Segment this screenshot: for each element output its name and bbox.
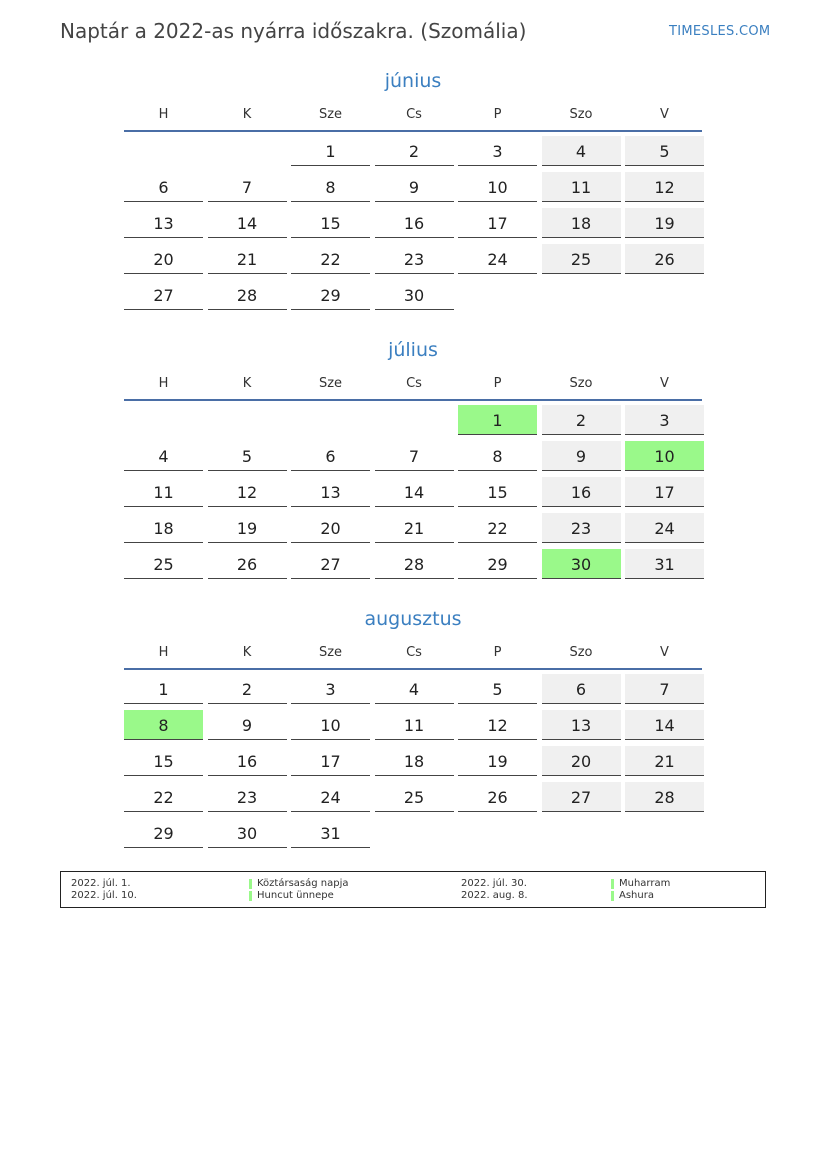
day-cell[interactable]: 23 xyxy=(542,513,621,543)
day-cell[interactable]: 24 xyxy=(291,782,370,812)
weekday-label: Sze xyxy=(318,107,343,122)
weekday-label: Cs xyxy=(406,645,422,660)
day-cell[interactable]: 16 xyxy=(208,746,287,776)
day-cell[interactable]: 21 xyxy=(625,746,704,776)
day-cell[interactable]: 26 xyxy=(625,244,704,274)
day-cell[interactable]: 30 xyxy=(375,280,454,310)
day-cell[interactable]: 9 xyxy=(375,172,454,202)
header-divider xyxy=(124,668,702,670)
day-cell[interactable]: 24 xyxy=(458,244,537,274)
day-cell[interactable]: 22 xyxy=(458,513,537,543)
day-cell[interactable]: 28 xyxy=(625,782,704,812)
day-cell[interactable]: 23 xyxy=(375,244,454,274)
day-cell[interactable]: 29 xyxy=(458,549,537,579)
day-cell[interactable]: 13 xyxy=(291,477,370,507)
day-cell[interactable]: 30 xyxy=(208,818,287,848)
day-cell[interactable]: 28 xyxy=(208,280,287,310)
day-cell[interactable]: 7 xyxy=(375,441,454,471)
day-cell[interactable]: 23 xyxy=(208,782,287,812)
weekday-header xyxy=(124,107,702,123)
day-cell[interactable]: 5 xyxy=(208,441,287,471)
header-divider xyxy=(124,130,702,132)
day-cell[interactable]: 17 xyxy=(458,208,537,238)
day-cell[interactable]: 3 xyxy=(291,674,370,704)
legend-date: 2022. júl. 1. xyxy=(71,878,131,889)
day-cell[interactable]: 27 xyxy=(291,549,370,579)
day-cell[interactable]: 13 xyxy=(124,208,203,238)
day-cell[interactable]: 16 xyxy=(542,477,621,507)
day-cell[interactable]: 17 xyxy=(625,477,704,507)
weekday-label: Cs xyxy=(406,376,422,391)
day-cell[interactable]: 18 xyxy=(375,746,454,776)
day-cell[interactable]: 17 xyxy=(291,746,370,776)
day-cell[interactable]: 28 xyxy=(375,549,454,579)
day-cell[interactable]: 13 xyxy=(542,710,621,740)
legend-date: 2022. júl. 10. xyxy=(71,890,137,901)
day-cell[interactable]: 25 xyxy=(375,782,454,812)
day-cell[interactable]: 20 xyxy=(542,746,621,776)
day-cell[interactable]: 6 xyxy=(124,172,203,202)
day-cell[interactable]: 3 xyxy=(625,405,704,435)
day-cell[interactable]: 12 xyxy=(208,477,287,507)
weekday-label: P xyxy=(493,376,502,391)
day-cell[interactable]: 18 xyxy=(124,513,203,543)
day-cell[interactable]: 4 xyxy=(375,674,454,704)
day-cell[interactable]: 30 xyxy=(542,549,621,579)
day-cell[interactable]: 24 xyxy=(625,513,704,543)
day-cell[interactable]: 20 xyxy=(291,513,370,543)
day-cell[interactable]: 2 xyxy=(208,674,287,704)
day-cell[interactable]: 6 xyxy=(291,441,370,471)
legend-holiday-name: Huncut ünnepe xyxy=(257,890,334,901)
weekday-label: H xyxy=(158,645,169,660)
weekday-label: Szo xyxy=(569,376,593,391)
weekday-label: V xyxy=(660,376,669,391)
day-cell[interactable]: 27 xyxy=(542,782,621,812)
day-cell[interactable]: 14 xyxy=(375,477,454,507)
weekday-label: Cs xyxy=(406,107,422,122)
header-divider xyxy=(124,399,702,401)
weekday-header xyxy=(124,376,702,392)
day-cell[interactable]: 4 xyxy=(542,136,621,166)
day-cell[interactable]: 31 xyxy=(625,549,704,579)
month-name: július xyxy=(388,339,438,361)
weekday-label: K xyxy=(242,645,252,660)
day-cell[interactable]: 9 xyxy=(542,441,621,471)
day-cell[interactable]: 26 xyxy=(458,782,537,812)
day-cell[interactable]: 15 xyxy=(458,477,537,507)
holiday-marker-icon xyxy=(611,879,614,889)
day-cell[interactable]: 7 xyxy=(208,172,287,202)
weekday-label: Sze xyxy=(318,645,343,660)
weekday-label: V xyxy=(660,645,669,660)
weekday-label: H xyxy=(158,376,169,391)
month-name: augusztus xyxy=(364,608,462,630)
weekday-label: Szo xyxy=(569,107,593,122)
day-cell[interactable]: 10 xyxy=(458,172,537,202)
day-cell[interactable]: 21 xyxy=(208,244,287,274)
month-name: június xyxy=(384,70,442,92)
weekday-label: K xyxy=(242,376,252,391)
weekday-header xyxy=(124,645,702,661)
day-cell[interactable]: 11 xyxy=(375,710,454,740)
holiday-marker-icon xyxy=(249,891,252,901)
day-cell[interactable]: 18 xyxy=(542,208,621,238)
day-cell[interactable]: 9 xyxy=(208,710,287,740)
weekday-label: H xyxy=(158,107,169,122)
day-cell[interactable]: 10 xyxy=(291,710,370,740)
holiday-marker-icon xyxy=(249,879,252,889)
day-cell[interactable]: 12 xyxy=(625,172,704,202)
day-cell[interactable]: 25 xyxy=(542,244,621,274)
day-cell[interactable]: 19 xyxy=(625,208,704,238)
legend-holiday-name: Ashura xyxy=(619,890,654,901)
legend-date: 2022. júl. 30. xyxy=(461,878,527,889)
day-cell[interactable]: 12 xyxy=(458,710,537,740)
day-cell[interactable]: 1 xyxy=(124,674,203,704)
weekday-label: Sze xyxy=(318,376,343,391)
day-cell[interactable]: 19 xyxy=(458,746,537,776)
day-cell[interactable]: 10 xyxy=(625,441,704,471)
day-cell[interactable]: 6 xyxy=(542,674,621,704)
day-cell[interactable]: 20 xyxy=(124,244,203,274)
day-cell[interactable]: 8 xyxy=(458,441,537,471)
holiday-marker-icon xyxy=(611,891,614,901)
holiday-legend xyxy=(60,871,766,908)
page-title: Naptár a 2022-as nyárra időszakra. (Szomália) xyxy=(60,19,527,43)
weekday-label: Szo xyxy=(569,645,593,660)
day-cell[interactable]: 14 xyxy=(625,710,704,740)
day-cell[interactable]: 29 xyxy=(291,280,370,310)
day-cell[interactable]: 16 xyxy=(375,208,454,238)
legend-holiday-name: Köztársaság napja xyxy=(257,878,349,889)
day-cell[interactable]: 26 xyxy=(208,549,287,579)
day-cell[interactable]: 8 xyxy=(124,710,203,740)
day-cell[interactable]: 31 xyxy=(291,818,370,848)
weekday-label: V xyxy=(660,107,669,122)
day-cell[interactable]: 1 xyxy=(458,405,537,435)
day-cell[interactable]: 15 xyxy=(124,746,203,776)
day-cell[interactable]: 1 xyxy=(291,136,370,166)
day-cell[interactable]: 22 xyxy=(124,782,203,812)
legend-holiday-name: Muharram xyxy=(619,878,671,889)
day-cell[interactable]: 3 xyxy=(458,136,537,166)
weekday-label: K xyxy=(242,107,252,122)
day-cell[interactable]: 25 xyxy=(124,549,203,579)
weekday-label: P xyxy=(493,645,502,660)
legend-date: 2022. aug. 8. xyxy=(461,890,528,901)
day-cell[interactable]: 11 xyxy=(542,172,621,202)
day-cell[interactable]: 5 xyxy=(458,674,537,704)
day-cell[interactable]: 5 xyxy=(625,136,704,166)
site-link[interactable]: TIMESLES.COM xyxy=(669,24,771,39)
day-cell[interactable]: 4 xyxy=(124,441,203,471)
day-cell[interactable]: 29 xyxy=(124,818,203,848)
day-cell[interactable]: 11 xyxy=(124,477,203,507)
weekday-label: P xyxy=(493,107,502,122)
day-cell[interactable]: 8 xyxy=(291,172,370,202)
day-cell[interactable]: 27 xyxy=(124,280,203,310)
day-cell[interactable]: 2 xyxy=(542,405,621,435)
day-cell[interactable]: 19 xyxy=(208,513,287,543)
day-cell[interactable]: 7 xyxy=(625,674,704,704)
day-cell[interactable]: 2 xyxy=(375,136,454,166)
day-cell[interactable]: 21 xyxy=(375,513,454,543)
day-cell[interactable]: 22 xyxy=(291,244,370,274)
day-cell[interactable]: 15 xyxy=(291,208,370,238)
day-cell[interactable]: 14 xyxy=(208,208,287,238)
